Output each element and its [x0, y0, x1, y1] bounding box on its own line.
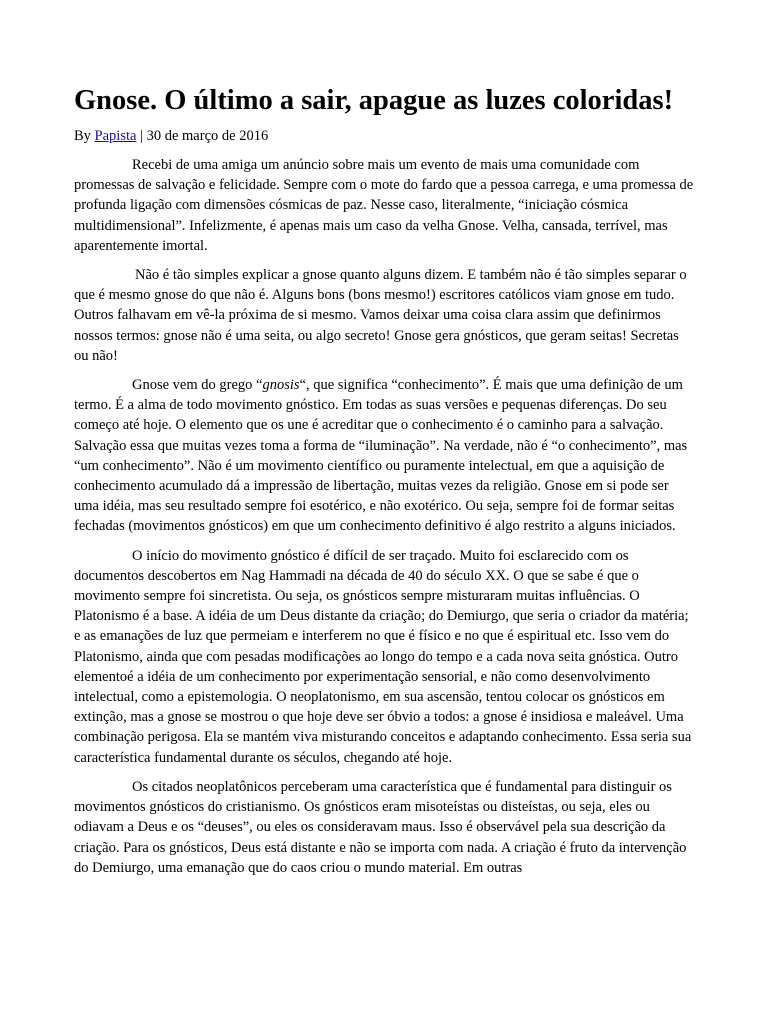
byline-prefix: By [74, 128, 91, 144]
article [74, 84, 696, 887]
article-body [74, 155, 696, 878]
author-link[interactable]: Papista [94, 128, 137, 144]
paragraph-text: Os citados neoplatônicos perceberam uma característica que é fundamental para distinguir os movimentos gnósticos do cristianismo. Os gnósticos eram misoteístas ou disteístas, ou seja, eles ou odiavam a Deus e os “deuses”, ou eles os consideravam maus. Isso é observável pela sua descrição da criação. Para os gnósticos, Deus está distante e não se importa com nada. A criação é fruto da intervenção do Demiurgo, uma emanação que do caos criou o mundo material. Em outras [74, 778, 687, 876]
paragraph [74, 777, 696, 878]
paragraph-text: Recebi de uma amiga um anúncio sobre mais um evento de mais uma comunidade com promessas de salvação e felicidade. Sempre com o mote do fardo que a pessoa carrega, e uma promessa de profunda ligação com dimensões cósmicas de paz. Nesse caso, literalmente, “iniciação cósmica multidimensional”. Infelizmente, é apenas mais um caso da velha Gnose. Velha, cansada, terrível, mas aparentemente imortal. [74, 157, 694, 254]
byline-separator: | [140, 128, 143, 144]
publish-date: 30 de março de 2016 [146, 128, 269, 144]
paragraph [74, 375, 696, 537]
paragraph-text: “, que significa “conhecimento”. É mais que uma definição de um termo. É a alma de todo movimento gnóstico. Em todas as suas versões e pequenas diferenças. Do seu começo até hoje. O elemento que os une é acreditar que o conhecimento é o caminho para a salvação. Salvação essa que muitas vezes toma a forma de “iluminação”. Na verdade, não é “o conhecimento”, mas “um conhecimento”. Não é um movimento científico ou puramente intelectual, em que a aquisição de conhecimento acumulado dá a impressão de libertação, muitas vezes da religião. Gnose em si pode ser uma idéia, mas seu resultado sempre foi esotérico, e não exotérico. Ou seja, sempre foi de formar seitas fechadas (movimentos gnósticos) em que um conhecimento definitivo é algo restrito a alguns iniciados. [74, 377, 688, 535]
paragraph-text: Gnose vem do grego “ [132, 377, 263, 394]
article-title: Gnose. O último a sair, apague as luzes coloridas! [74, 85, 674, 116]
paragraph [74, 546, 696, 768]
byline [74, 126, 696, 146]
paragraph-text: Não é tão simples explicar a gnose quanto alguns dizem. E também não é tão simples separar o que é mesmo gnose do que não é. Alguns bons (bons mesmo!) escritores católicos viam gnose em tudo. Outros falhavam em vê-la próxima de si mesmo. Vamos deixar uma coisa clara assim que definirmos nossos termos: gnose não é uma seita, ou algo secreto! Gnose gera gnósticos, que geram seitas! Secretas ou não! [74, 267, 687, 364]
italic-term: gnosis [262, 377, 300, 394]
paragraph [74, 155, 696, 256]
paragraph [74, 265, 696, 366]
paragraph-text: O início do movimento gnóstico é difícil de ser traçado. Muito foi esclarecido com os documentos descobertos em Nag Hammadi na década de 40 do século XX. O que se sabe é que o movimento sempre foi sincretista. Ou seja, os gnósticos sempre misturaram muitas influências. O Platonismo é a base. A idéia de um Deus distante da criação; do Demiurgo, que seria o criador da matéria; e as emanações de luz que permeiam e interferem no que é físico e no que é espiritual etc. Isso vem do Platonismo, ainda que com pesadas modificações ao longo do tempo e a cada nova seita gnóstica. Outro elementoé a idéia de um conhecimento por experimentação sensorial, e não como desenvolvimento intelectual, como a epistemologia. O neoplatonismo, em sua ascensão, tentou colocar os gnósticos em extinção, mas a gnose se mostrou o que hoje deve ser óbvio a todos: a gnose é insidiosa e maleável. Uma combinação perigosa. Ela se mantém viva misturando conceitos e adaptando conhecimento. Essa seria sua característica fundamental durante os séculos, chegando até hoje. [74, 547, 692, 766]
